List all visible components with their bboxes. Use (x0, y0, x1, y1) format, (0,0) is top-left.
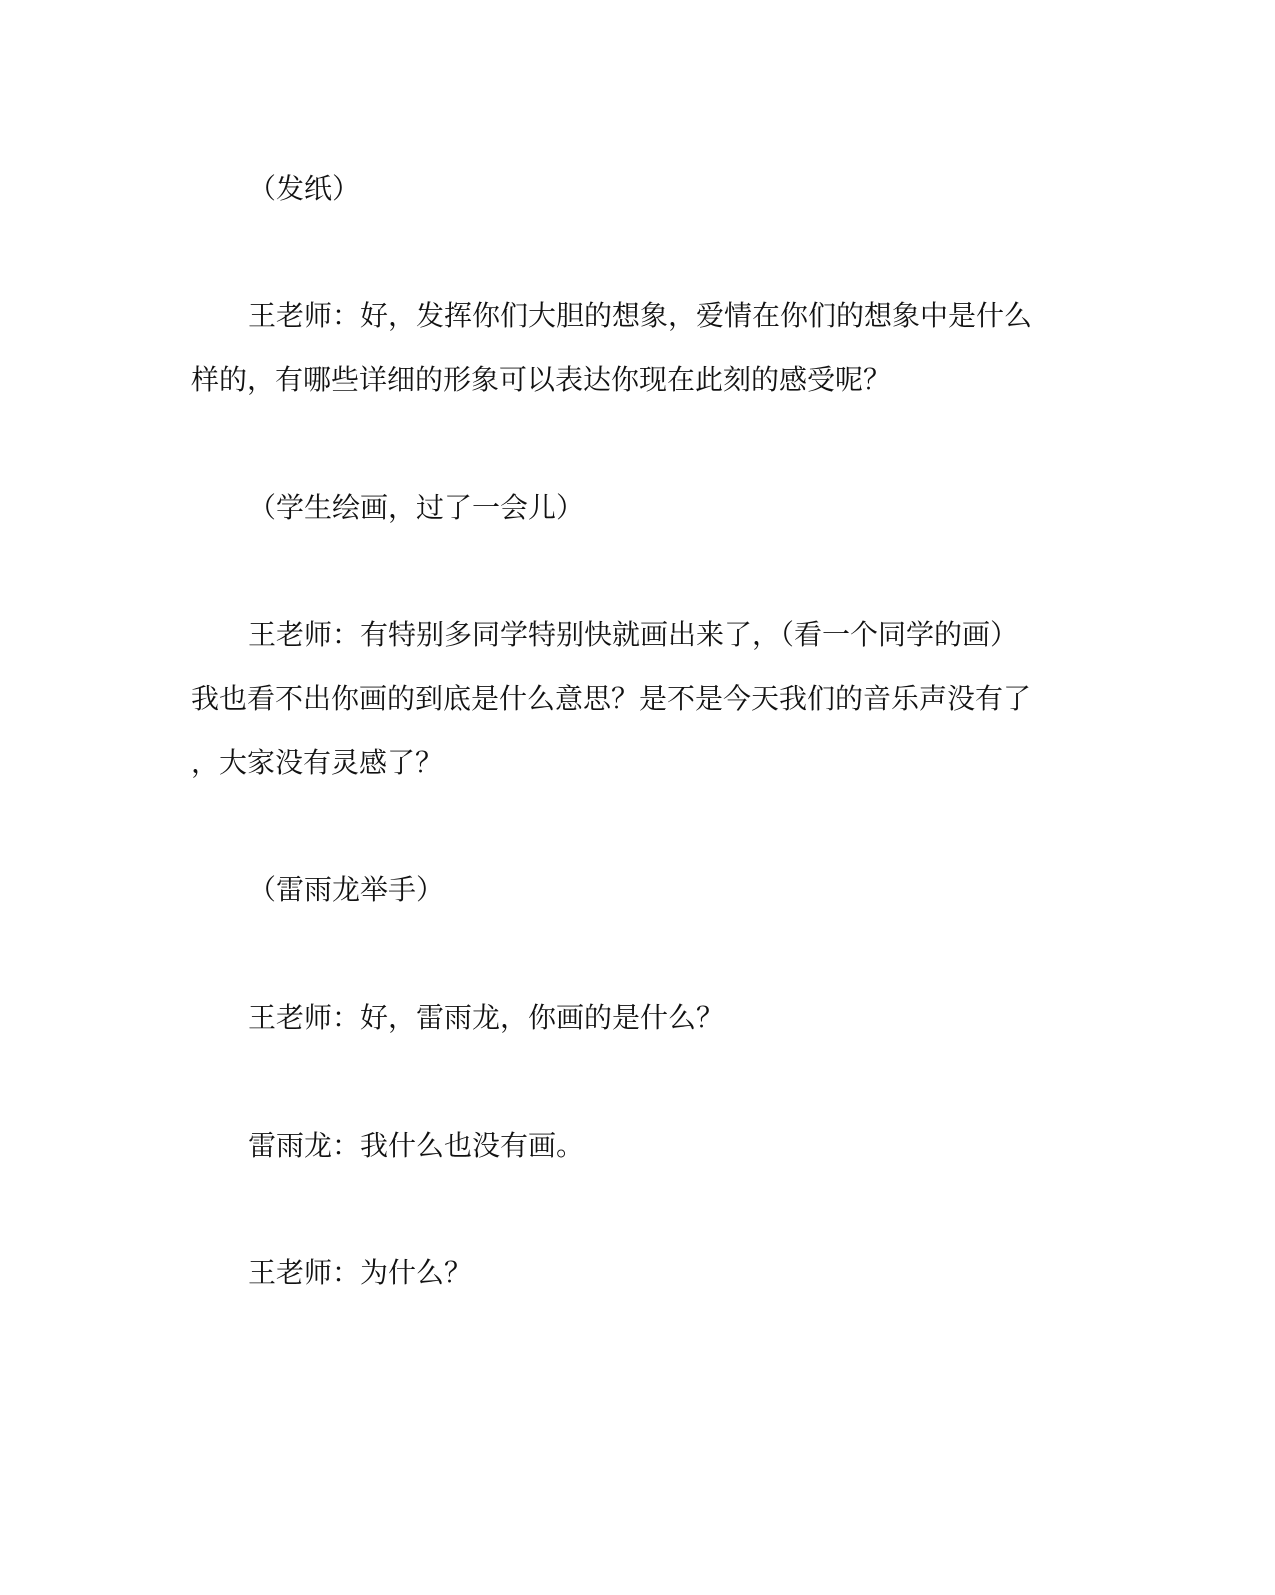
student-line-1: 雷雨龙：我什么也没有画。 (248, 1129, 585, 1162)
teacher-line-3: 王老师：好，雷雨龙，你画的是什么？ (248, 1001, 725, 1034)
teacher-line-2b: 我也看不出你画的到底是什么意思？是不是今天我们的音乐声没有了 (191, 682, 1032, 715)
stage-direction-hand-out-paper: （发纸） (248, 172, 361, 205)
teacher-line-2c: ，大家没有灵感了？ (191, 746, 444, 779)
teacher-line-2a: 王老师：有特别多同学特别快就画出来了，（看一个同学的画） (248, 618, 1019, 651)
stage-direction-students-drawing: （学生绘画，过了一会儿） (248, 491, 585, 524)
teacher-line-1b: 样的，有哪些详细的形象可以表达你现在此刻的感受呢？ (191, 363, 892, 396)
teacher-line-1a: 王老师：好，发挥你们大胆的想象，爱情在你们的想象中是什么 (248, 299, 1033, 332)
teacher-line-4: 王老师：为什么？ (248, 1256, 473, 1289)
stage-direction-raises-hand: （雷雨龙举手） (248, 873, 445, 906)
